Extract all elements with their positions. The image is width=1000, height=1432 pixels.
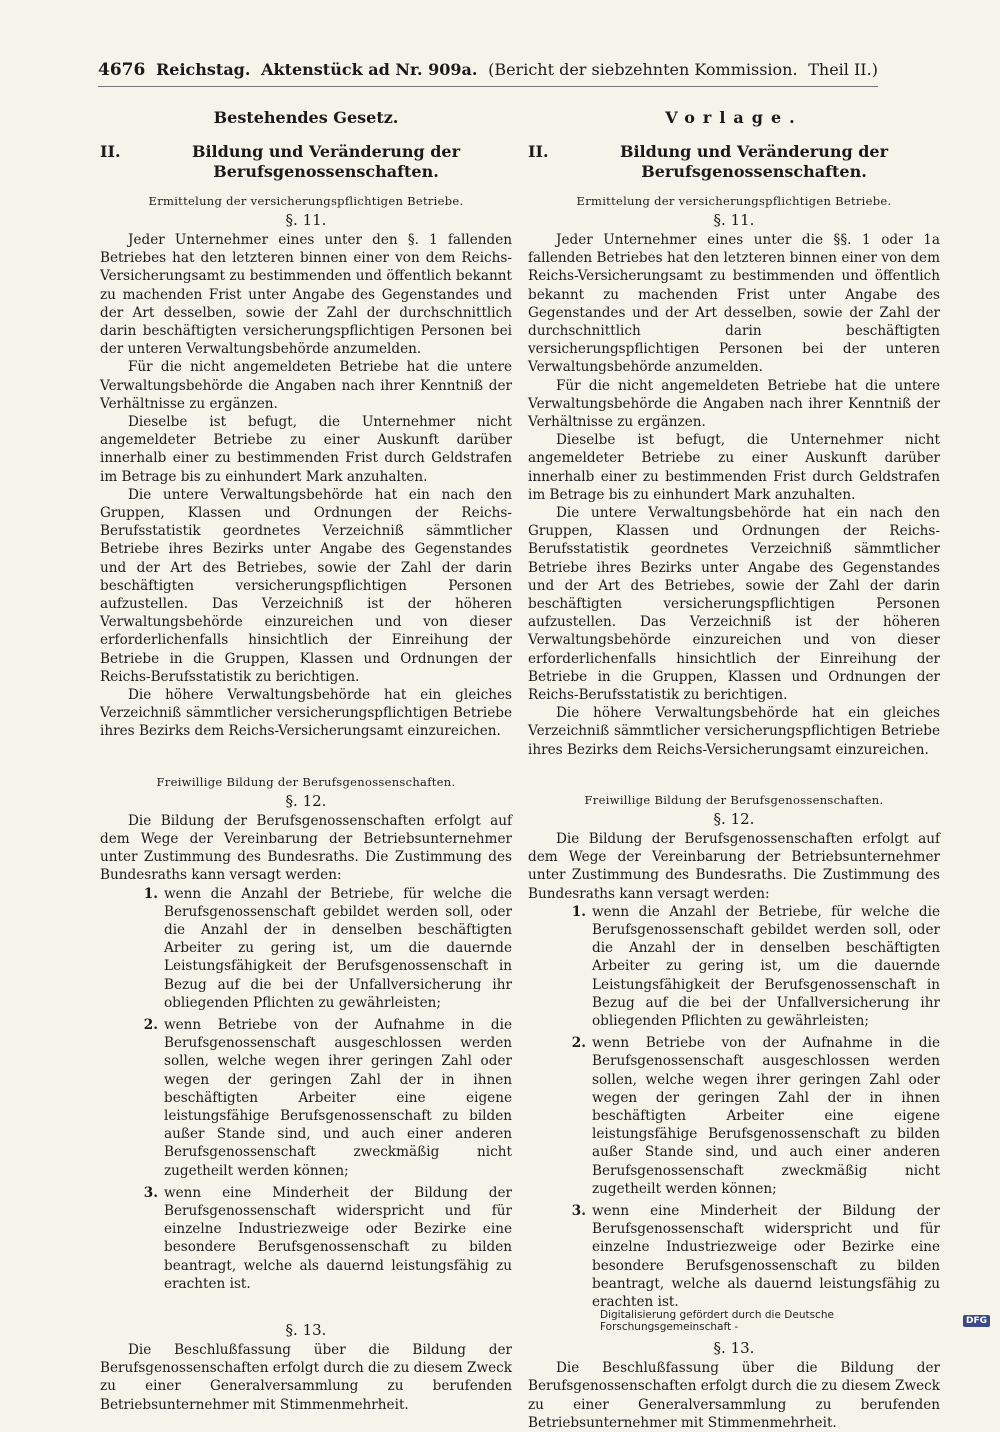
subheading-ermittelung: Ermittelung der versicherungspflichtigen Betriebe. [576, 194, 892, 208]
paragraph-12-mark: §. 12. [285, 791, 327, 810]
section-roman: II. [528, 142, 549, 161]
list-item: 2. wenn Betriebe von der Aufnahme in die Berufsgenossenschaft ausgeschlossen werden sollen, welche wegen ihrer geringen Zahl oder wegen der geringen Zahl der in ihnen beschäftigten Arbeiter eine eigene leistungsfähige Berufsgenossenschaft zu bilden außer Stande sind, und auch einer anderen Berufsgenossenschaft zweckmäßig nicht zugetheilt werden können; [571, 1035, 940, 1197]
paragraph-text: Die Beschlußfassung über die Bildung der Berufsgenossenschaften erfolgt durch die zu diesem Zweck zu einer Generalversammlung zu berufenden Betriebsunternehmer mit Stimmenmehrheit. [528, 1360, 940, 1431]
digitization-footer [600, 1309, 990, 1333]
section-title-text: Bildung und Veränderung der Berufsgenossenschaften. [619, 142, 889, 181]
header-theil: Theil II.) [808, 60, 878, 79]
column-heading: Bestehendes Gesetz. [213, 108, 399, 127]
paragraph-text: Die Bildung der Berufsgenossenschaften erfolgt auf dem Wege der Vereinbarung der Betriebsunternehmer unter Zustimmung des Bundesraths. Die Zustimmung des Bundesraths kann versagt werden: [100, 812, 512, 884]
header-reichstag: Reichstag. [155, 60, 251, 79]
paragraph-text: Die Beschlußfassung über die Bildung der Berufsgenossenschaften erfolgt durch die zu diesem Zweck zu einer Generalversammlung zu berufenden Betriebsunternehmer mit Stimmenmehrheit. [100, 1341, 512, 1413]
column-bestehendes-gesetz [100, 108, 512, 1414]
list-item: 2. wenn Betriebe von der Aufnahme in die Berufsgenossenschaft ausgeschlossen werden sollen, welche wegen ihrer geringen Zahl oder wegen der geringen Zahl der in ihnen beschäftigten Arbeiter eine eigene leistungsfähige Berufsgenossenschaft zu bilden außer Stande sind, und auch einer anderen Berufsgenossenschaft zweckmäßig nicht zugetheilt werden können; [143, 1016, 512, 1179]
footer-text: Digitalisierung gefördert durch die Deutsche Forschungsgemeinschaft - [600, 1309, 834, 1333]
paragraph-text: Die untere Verwaltungsbehörde hat ein nach den Gruppen, Klassen und Ordnungen der Reichs-Berufsstatistik geordnetes Verzeichniß sämmtlicher Betriebe ihres Bezirks unter Angabe des Gegenstandes und der Art des Betriebes, sowie der Zahl der darin beschäftigten versicherungspflichtigen Personen aufzustellen. Das Verzeichniß ist der höheren Verwaltungsbehörde einzureichen und von dieser erforderlichenfalls hinsichtlich der Einreihung der Betriebe in die Gruppen, Klassen und Ordnungen der Reichs-Berufsstatistik zu berichtigen. [528, 505, 940, 704]
paragraph-text: Die höhere Verwaltungsbehörde hat ein gleiches Verzeichniß sämmtlicher versicherungspflichtigen Betriebe ihres Bezirks dem Reichs-Versicherungsamt einzureichen. [528, 705, 940, 758]
paragraph-text: Die untere Verwaltungsbehörde hat ein nach den Gruppen, Klassen und Ordnungen der Reichs-Berufsstatistik geordnetes Verzeichniß sämmtlicher Betriebe ihres Bezirks unter Angabe des Gegenstandes und der Art des Betriebes, sowie der Zahl der darin beschäftigten versicherungspflichtigen Personen aufzustellen. Das Verzeichniß ist der höheren Verwaltungsbehörde einzureichen und von dieser erforderlichenfalls hinsichtlich der Einreihung der Betriebe in die Gruppen, Klassen und Ordnungen der Reichs-Berufsstatistik zu berichtigen. [100, 486, 512, 685]
paragraph-text: Dieselbe ist befugt, die Unternehmer nicht angemeldeter Betriebe zu einer Auskunft darüber innerhalb einer zu bestimmenden Frist durch Geldstrafen im Betrage bis zu einhundert Mark anzuhalten. [528, 432, 940, 503]
paragraph-text: Jeder Unternehmer eines unter den §. 1 fallenden Betriebes hat den letzteren binnen einer von dem Reichs-Versicherungsamt zu bestimmenden und öffentlich bekannt zu machenden Frist unter Angabe des Gegenstandes und der Art desselben, sowie der Zahl der durchschnittlich darin beschäftigten versicherungspflichtigen Personen bei der unteren Verwaltungsbehörde anzumelden. [100, 232, 512, 358]
column-vorlage [528, 108, 940, 1432]
condition-list [100, 885, 512, 1293]
list-item: 1. wenn die Anzahl der Betriebe, für welche die Berufsgenossenschaft gebildet werden soll, oder die Anzahl der in denselben beschäftigten Arbeiter zu gering ist, um die dauernde Leistungsfähigkeit der Berufsgenossenschaft in Bezug auf die bei der Unfallversicherung ihr obliegenden Pflichten zu gewährleisten; [571, 903, 940, 1029]
paragraph-text: Die Bildung der Berufsgenossenschaften erfolgt auf dem Wege der Vereinbarung der Betriebsunternehmer unter Zustimmung des Bundesraths. Die Zustimmung des Bundesraths kann versagt werden: [528, 830, 940, 902]
paragraph-text: Dieselbe ist befugt, die Unternehmer nicht angemeldeter Betriebe zu einer Auskunft darüber innerhalb einer zu bestimmenden Frist durch Geldstrafen im Betrage bis zu einhundert Mark anzuhalten. [100, 414, 512, 485]
paragraph-13-mark: §. 13. [285, 1320, 327, 1339]
paragraph-text: Die höhere Verwaltungsbehörde hat ein gleiches Verzeichniß sämmtlicher versicherungspflichtigen Betriebe ihres Bezirks dem Reichs-Versicherungsamt einzureichen. [100, 687, 512, 740]
page-header [98, 60, 878, 87]
header-aktenstueck: Aktenstück ad Nr. 909a. [261, 60, 478, 79]
header-bericht: (Bericht der siebzehnten Kommission. [488, 60, 798, 79]
condition-list [528, 903, 940, 1311]
column-heading: Vorlage. [665, 108, 803, 127]
subheading-ermittelung: Ermittelung der versicherungspflichtigen Betriebe. [148, 194, 464, 208]
section-title [528, 142, 940, 182]
list-item: 3. wenn eine Minderheit der Bildung der Berufsgenossenschaft widerspricht und für einzelne Industriezweige oder Bezirke eine besondere Berufsgenossenschaft zu bilden beantragt, welche als dauernd leistungsfähig zu erachten ist. [143, 1184, 512, 1292]
paragraph-text: Jeder Unternehmer eines unter die §§. 1 oder 1a fallenden Betriebes hat den letzteren binnen einer von dem Reichs-Versicherungsamt zu bestimmenden und öffentlich bekannt zu machenden Frist unter Angabe des Gegenstandes und der Art desselben, sowie der Zahl der durchschnittlich darin beschäftigten versicherungspflichtigen Personen bei der unteren Verwaltungsbehörde anzumelden. [528, 232, 940, 376]
list-item: 1. wenn die Anzahl der Betriebe, für welche die Berufsgenossenschaft gebildet werden soll, oder die Anzahl der in denselben beschäftigten Arbeiter zu gering ist, um die dauernde Leistungsfähigkeit der Berufsgenossenschaft in Bezug auf die bei der Unfallversicherung ihr obliegenden Pflichten zu gewährleisten; [143, 885, 512, 1011]
paragraph-11-mark: §. 11. [285, 211, 327, 229]
subheading-freiwillige-bildung: Freiwillige Bildung der Berufsgenossenschaften. [584, 792, 884, 807]
paragraph-text: Für die nicht angemeldeten Betriebe hat die untere Verwaltungsbehörde die Angaben nach ihrer Kenntniß der Verhältnisse zu ergänzen. [528, 377, 940, 431]
list-item: 3. wenn eine Minderheit der Bildung der Berufsgenossenschaft widerspricht und für einzelne Industriezweige oder Bezirke eine besondere Berufsgenossenschaft zu bilden beantragt, welche als dauernd leistungsfähig zu erachten ist. [571, 1202, 940, 1310]
section-title [100, 142, 512, 182]
dfg-logo: DFG [963, 1315, 990, 1327]
paragraph-11-mark: §. 11. [713, 211, 755, 229]
paragraph-12-mark: §. 12. [713, 809, 755, 828]
paragraph-13-mark: §. 13. [713, 1339, 755, 1358]
page-number: 4676 [98, 60, 146, 80]
subheading-freiwillige-bildung: Freiwillige Bildung der Berufsgenossenschaften. [156, 774, 456, 789]
paragraph-text: Für die nicht angemeldeten Betriebe hat die untere Verwaltungsbehörde die Angaben nach ihrer Kenntniß der Verhältnisse zu ergänzen. [100, 359, 512, 412]
section-roman: II. [100, 142, 121, 161]
section-title-text: Bildung und Veränderung der Berufsgenossenschaften. [191, 142, 461, 181]
